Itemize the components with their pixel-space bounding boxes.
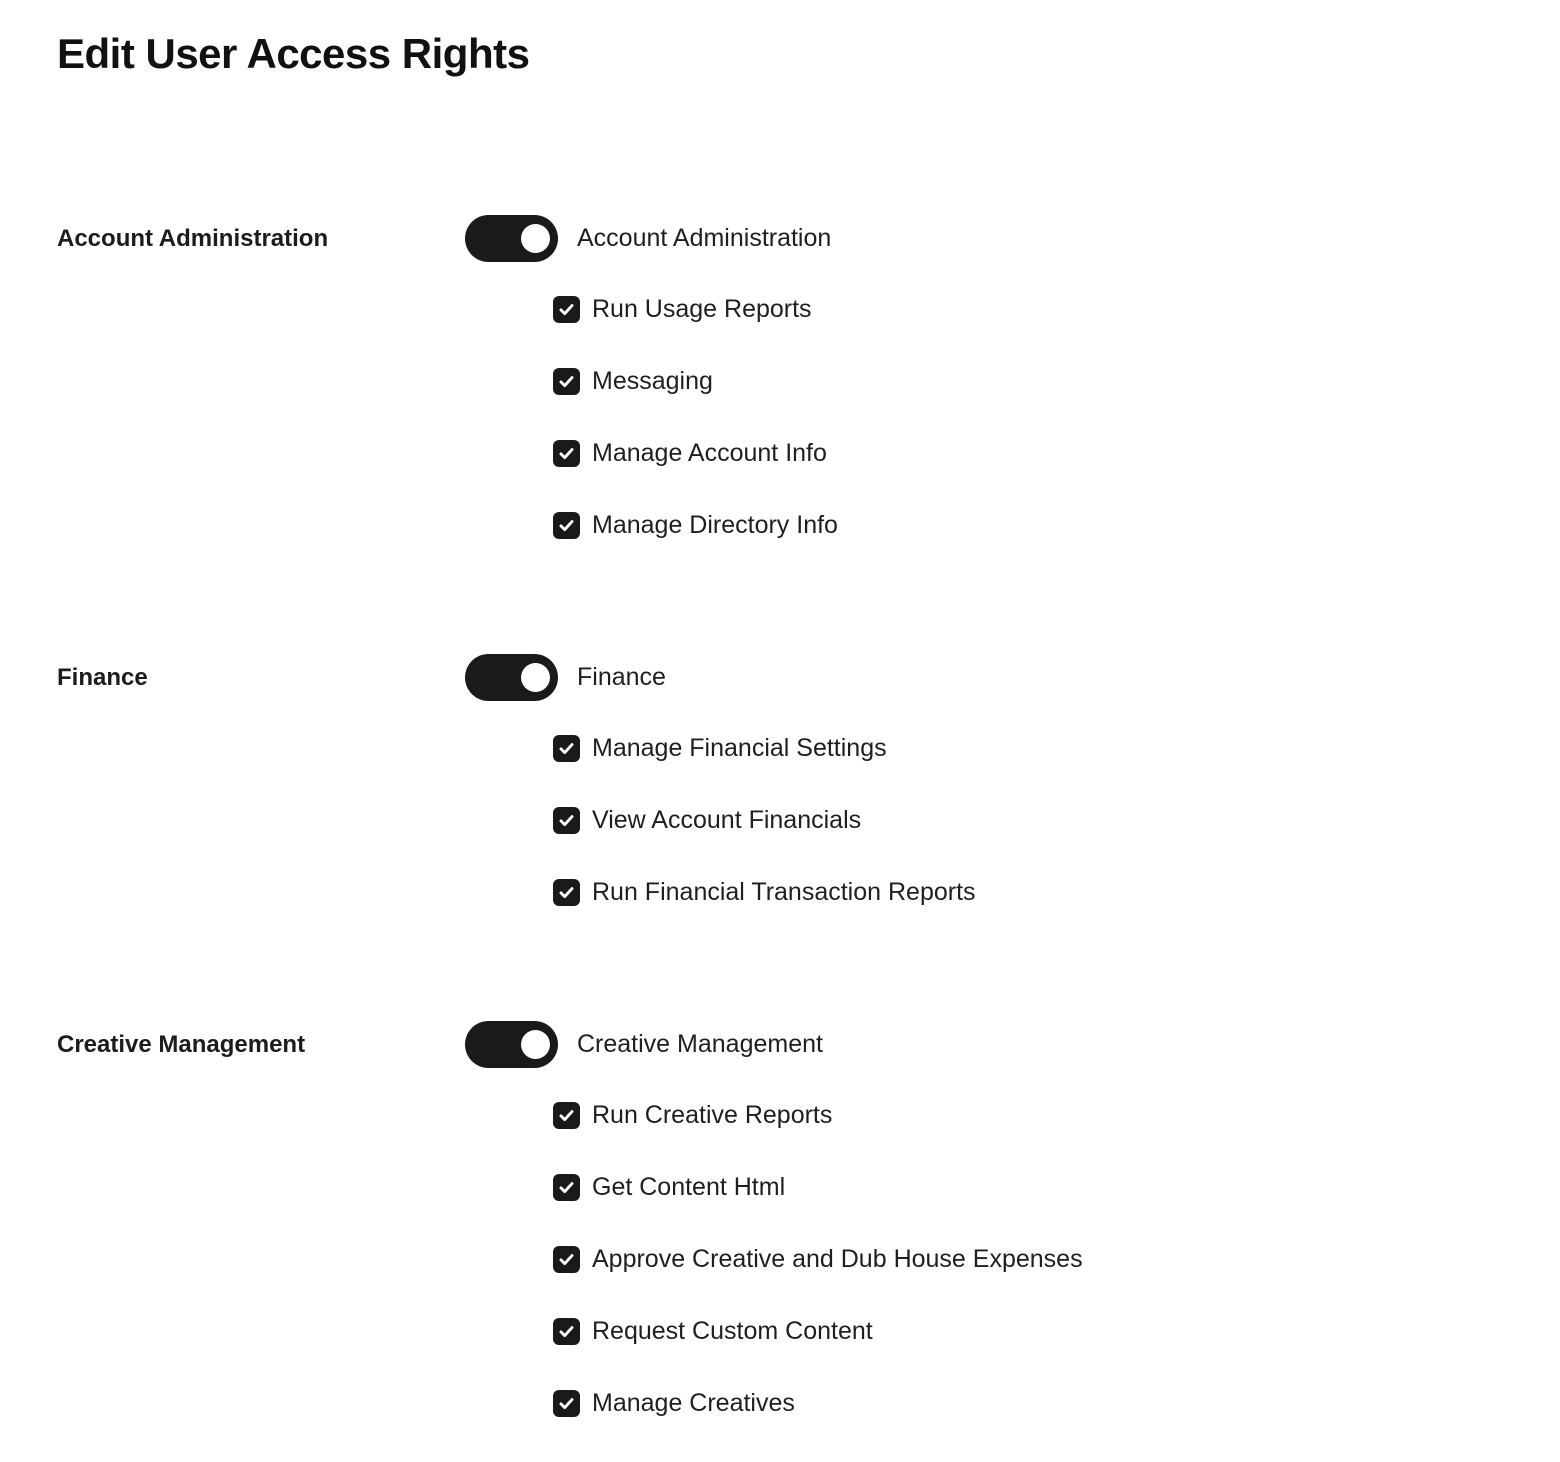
checkbox-row [553, 1174, 1560, 1202]
checkbox-row [553, 1318, 1560, 1346]
toggle-knob-icon [521, 224, 550, 253]
checkbox-label: Manage Creatives [592, 1389, 795, 1417]
section-row-label: Account Administration [57, 224, 329, 252]
checkbox-label: Run Usage Reports [592, 295, 812, 323]
checkbox-label: Run Creative Reports [592, 1101, 833, 1129]
checkbox-row [553, 879, 1560, 907]
toggle-label: Account Administration [577, 223, 832, 252]
page-title: Edit User Access Rights [57, 30, 530, 77]
section-content [465, 215, 1560, 540]
checkbox-list [553, 1102, 1560, 1418]
toggle-row [465, 1021, 1560, 1068]
checkbox-label: Approve Creative and Dub House Expenses [592, 1245, 1083, 1273]
section-account-administration [57, 215, 1560, 540]
checkbox-row [553, 1102, 1560, 1130]
section-row-label: Creative Management [57, 1030, 306, 1058]
section-creative-management [57, 1021, 1560, 1418]
checkbox-row [553, 512, 1560, 540]
checkbox-row [553, 368, 1560, 396]
access-sections [57, 215, 1560, 1418]
checkbox-label: Manage Directory Info [592, 511, 838, 539]
checkbox-row [553, 296, 1560, 324]
checkbox-checked-icon[interactable] [553, 807, 580, 834]
checkbox-label: Manage Financial Settings [592, 734, 887, 762]
section-content [465, 654, 1560, 907]
finance-toggle[interactable] [465, 654, 558, 701]
toggle-knob-icon [521, 1030, 550, 1059]
checkbox-checked-icon[interactable] [553, 879, 580, 906]
toggle-knob-icon [521, 663, 550, 692]
checkbox-list [553, 296, 1560, 540]
section-content [465, 1021, 1560, 1418]
toggle-row [465, 215, 1560, 262]
checkbox-checked-icon[interactable] [553, 296, 580, 323]
checkbox-checked-icon[interactable] [553, 440, 580, 467]
checkbox-label: Run Financial Transaction Reports [592, 878, 976, 906]
checkbox-label: Request Custom Content [592, 1317, 873, 1345]
section-row-label: Finance [57, 663, 148, 691]
toggle-label: Creative Management [577, 1029, 823, 1058]
checkbox-label: Get Content Html [592, 1173, 786, 1201]
checkbox-checked-icon[interactable] [553, 735, 580, 762]
checkbox-row [553, 1390, 1560, 1418]
checkbox-row [553, 440, 1560, 468]
creative-management-toggle[interactable] [465, 1021, 558, 1068]
toggle-label: Finance [577, 662, 666, 691]
checkbox-checked-icon[interactable] [553, 1246, 580, 1273]
checkbox-row [553, 807, 1560, 835]
checkbox-checked-icon[interactable] [553, 1174, 580, 1201]
section-finance [57, 654, 1560, 907]
checkbox-checked-icon[interactable] [553, 368, 580, 395]
checkbox-checked-icon[interactable] [553, 1102, 580, 1129]
checkbox-label: View Account Financials [592, 806, 862, 834]
checkbox-checked-icon[interactable] [553, 1318, 580, 1345]
checkbox-list [553, 735, 1560, 907]
checkbox-checked-icon[interactable] [553, 1390, 580, 1417]
checkbox-label: Manage Account Info [592, 439, 827, 467]
toggle-row [465, 654, 1560, 701]
checkbox-row [553, 735, 1560, 763]
checkbox-row [553, 1246, 1560, 1274]
checkbox-label: Messaging [592, 367, 713, 395]
checkbox-checked-icon[interactable] [553, 512, 580, 539]
account-administration-toggle[interactable] [465, 215, 558, 262]
